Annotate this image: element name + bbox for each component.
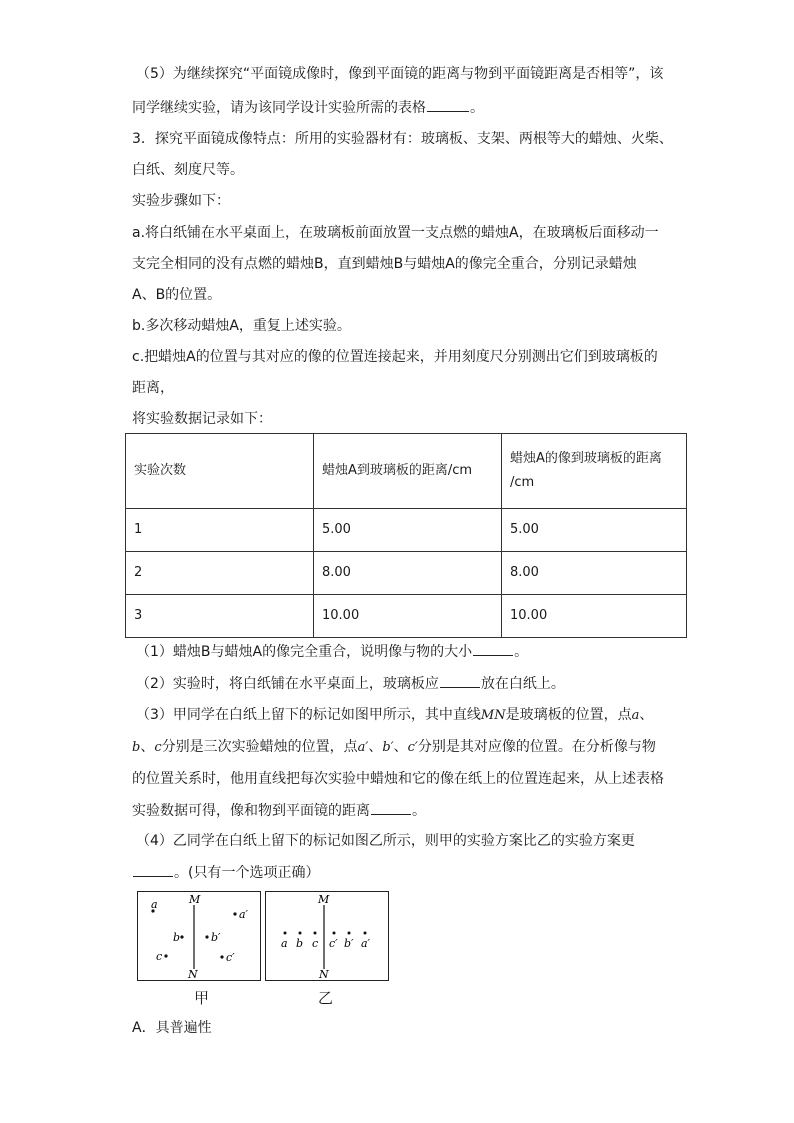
label-b: b: [296, 937, 304, 950]
label-a2: a′: [361, 937, 371, 950]
step-a-line3: A、B的位置。: [132, 287, 222, 303]
q5-line2-text: 同学继续实验，请为该同学设计实验所需的表格: [132, 100, 426, 116]
q5-line2: [132, 97, 484, 118]
q3-intro-line2: 白纸、刻度尺等。: [132, 162, 244, 178]
option-a[interactable]: A．具普遍性: [132, 1020, 212, 1036]
point-c2-dot: [333, 932, 336, 935]
header-cell-trial: 实验次数: [126, 434, 314, 509]
figure-yi-caption: 乙: [318, 989, 334, 1007]
header-cell-image-distance: [502, 434, 687, 509]
sub3-line1: [136, 705, 653, 726]
table-row: [126, 595, 687, 638]
sub3-l1-b: 是玻璃板的位置，点: [505, 707, 632, 723]
header-image-distance-line1: 蜡烛A的像到玻璃板的距离: [510, 451, 662, 466]
q3-intro-line1: 3．探究平面镜成像特点：所用的实验器材有：玻璃板、支架、两根等大的蜡烛、火柴、: [132, 131, 673, 147]
label-b2: b′: [211, 931, 221, 944]
mirror-label-m: M: [318, 893, 330, 906]
mirror-label-n: N: [188, 968, 198, 981]
point-c-label: c: [154, 740, 162, 755]
sub3-l2-a: 分别是三次实验蜡烛的位置，点: [161, 739, 358, 755]
sub1-text: （1）蜡烛B与蜡烛A的像完全重合，说明像与物的大小: [136, 644, 473, 660]
answer-blank-q5[interactable]: [427, 97, 469, 112]
header-cell-object-distance: 蜡烛A到玻璃板的距离/cm: [314, 434, 502, 509]
point-a2-label: a′: [357, 740, 369, 755]
sub3-sep1: 、: [140, 739, 155, 755]
point-b-label: b: [132, 740, 141, 755]
label-c: c: [312, 937, 319, 950]
sub3-line3: 的位置关系时，他用直线把每次实验中蜡烛和它的像在纸上的位置连起来，从上述表格: [132, 771, 664, 787]
figure-yi: [265, 891, 389, 981]
mirror-label-m: M: [189, 893, 201, 906]
point-c-dot: [314, 932, 317, 935]
sub3-sep2: 、: [368, 739, 383, 755]
step-c-line2: 距离，: [132, 380, 174, 396]
sub4-line2: [132, 862, 319, 883]
record-title: 将实验数据记录如下：: [132, 411, 272, 427]
sub3-l1-a: （3）甲同学在白纸上留下的标记如图甲所示，其中直线: [136, 707, 481, 723]
table-cell: 10.00: [314, 595, 502, 638]
step-a-line2: 支完全相同的没有点燃的蜡烛B，直到蜡烛B与蜡烛A的像完全重合，分别记录蜡烛: [132, 256, 637, 272]
step-b: b.多次移动蜡烛A，重复上述实验。: [132, 318, 351, 334]
table-cell: 5.00: [502, 509, 687, 552]
sub2-end: 放在白纸上。: [480, 676, 565, 692]
table-cell: 8.00: [314, 552, 502, 595]
table-cell: 10.00: [502, 595, 687, 638]
point-a2-dot: [233, 912, 236, 915]
q5-line1: （5）为继续探究“平面镜成像时，像到平面镜的距离与物到平面镜距离是否相等”，该: [136, 66, 664, 82]
step-a-line1: a.将白纸铺在水平桌面上，在玻璃板前面放置一支点燃的蜡烛A，在玻璃板后面移动一: [132, 225, 659, 241]
data-table: [125, 433, 687, 638]
point-b2-dot: [205, 935, 208, 938]
label-b: b: [173, 931, 181, 944]
table-header-row: [126, 434, 687, 509]
sub3-line2: [132, 737, 656, 758]
sub1-end: 。: [514, 644, 529, 660]
answer-blank-sub1[interactable]: [473, 641, 513, 656]
point-b-dot: [299, 932, 302, 935]
figure-jia: [137, 891, 261, 981]
figure-yi-diagram: [265, 891, 389, 981]
sub3-line4: [132, 800, 426, 821]
label-a: a: [151, 898, 158, 911]
label-b2: b′: [344, 937, 354, 950]
sub3-l4-end: 。: [412, 803, 426, 819]
answer-blank-sub3[interactable]: [371, 800, 411, 815]
sub3-l2-b: 分别是其对应像的位置。在分析像与物: [417, 739, 656, 755]
point-b2-dot: [348, 932, 351, 935]
table-cell: 3: [126, 595, 314, 638]
table-row: [126, 552, 687, 595]
table-cell: 1: [126, 509, 314, 552]
sub2-line: [136, 673, 565, 694]
step-c-line1: c.把蜡烛A的位置与其对应的像的位置连接起来，并用刻度尺分别测出它们到玻璃板的: [132, 349, 658, 365]
sub2-text: （2）实验时，将白纸铺在水平桌面上，玻璃板应: [136, 676, 439, 692]
sub1-line: [136, 641, 528, 662]
sub3-l4-text: 实验数据可得，像和物到平面镜的距离: [132, 803, 370, 819]
table-cell: 8.00: [502, 552, 687, 595]
point-a2-dot: [364, 932, 367, 935]
point-a-label: a: [631, 708, 640, 723]
sub4-line1: （4）乙同学在白纸上留下的标记如图乙所示，则甲的实验方案比乙的实验方案更: [136, 833, 635, 849]
point-b-dot: [180, 935, 183, 938]
point-c2-dot: [220, 955, 223, 958]
point-b2-label: b′: [382, 740, 394, 755]
header-image-distance-line2: /cm: [510, 475, 535, 490]
figure-jia-diagram: [137, 891, 261, 981]
answer-blank-sub2[interactable]: [440, 673, 480, 688]
point-a-dot: [284, 932, 287, 935]
table-row: [126, 509, 687, 552]
table-cell: 5.00: [314, 509, 502, 552]
steps-title: 实验步骤如下：: [132, 193, 230, 209]
sub3-l1-c: 、: [639, 707, 654, 723]
sub4-l2-text: 。(只有一个选项正确）: [174, 865, 320, 881]
label-c2: c′: [329, 937, 338, 950]
table-cell: 2: [126, 552, 314, 595]
figure-jia-caption: 甲: [194, 989, 210, 1007]
q5-line2-end: 。: [470, 100, 484, 116]
label-a2: a′: [239, 908, 249, 921]
answer-blank-sub4[interactable]: [133, 862, 173, 877]
sub3-sep3: 、: [393, 739, 408, 755]
point-c-dot: [164, 954, 167, 957]
mn-label: MN: [480, 708, 506, 723]
label-a: a: [281, 937, 288, 950]
label-c: c: [156, 950, 163, 963]
label-c2: c′: [226, 951, 235, 964]
point-c2-label: c′: [407, 740, 418, 755]
mirror-label-n: N: [319, 968, 329, 981]
